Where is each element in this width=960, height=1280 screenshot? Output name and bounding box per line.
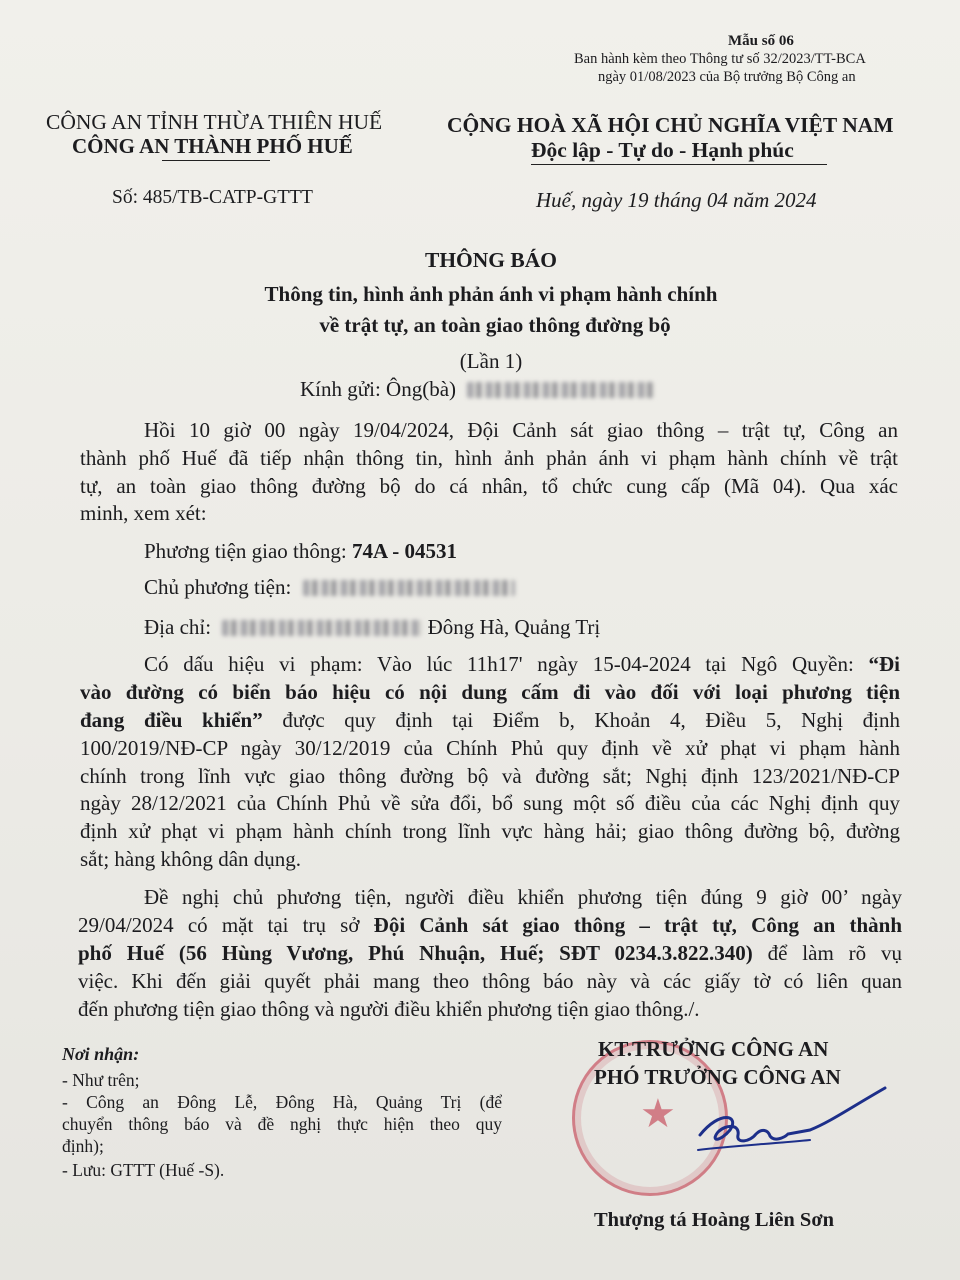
vehicle-plate: 74A - 04531 bbox=[351, 539, 457, 563]
violation-line5: chính trong lĩnh vực giao thông đường bộ và đường sắt; Nghị định 123/2021/NĐ-CP bbox=[80, 764, 900, 788]
redacted-owner bbox=[303, 580, 515, 596]
violation-line4: 100/2019/NĐ-CP ngày 30/12/2019 của Chính Phủ quy định về xử phạt vi phạm hành bbox=[80, 736, 900, 760]
signature-title-2: PHÓ TRƯỞNG CÔNG AN bbox=[594, 1065, 841, 1089]
violation-line3-b: được quy định tại Điểm b, Khoản 4, Điều 5, Nghị định bbox=[282, 708, 900, 732]
address-tail: Đông Hà, Quảng Trị bbox=[427, 615, 601, 639]
greeting bbox=[300, 377, 655, 402]
recipients-heading: Nơi nhận: bbox=[62, 1044, 140, 1064]
national-motto: Độc lập - Tự do - Hạnh phúc bbox=[531, 138, 794, 162]
form-issued-line1: Ban hành kèm theo Thông tư số 32/2023/TT-BCA bbox=[574, 51, 866, 67]
violation-line2: vào đường có biển báo hiệu có nội dung cấm đi vào đối với loại phương tiện bbox=[80, 680, 900, 704]
violation-line3 bbox=[80, 707, 900, 735]
agency-underline bbox=[162, 160, 270, 161]
doc-round: (Lần 1) bbox=[459, 349, 523, 373]
national-title: CỘNG HOÀ XÃ HỘI CHỦ NGHĨA VIỆT NAM bbox=[447, 113, 894, 137]
violation-line6: ngày 28/12/2021 của Chính Phủ về sửa đổi, bổ sung một số điều của các Nghị định quy bbox=[80, 791, 900, 815]
doc-subtitle-2: về trật tự, an toàn giao thông đường bộ bbox=[319, 313, 671, 337]
redacted-name bbox=[467, 382, 655, 398]
para1-line2: thành phố Huế đã tiếp nhận thông tin, hình ảnh phản ánh vi phạm hành chính về trật bbox=[80, 446, 898, 470]
seal-star-icon: ★ bbox=[640, 1091, 676, 1136]
doc-subtitle-1: Thông tin, hình ảnh phản ánh vi phạm hành chính bbox=[264, 282, 718, 306]
owner-label: Chủ phương tiện: bbox=[144, 575, 292, 599]
request-line3-b: để làm rõ vụ bbox=[767, 941, 902, 965]
recipient-item-3: - Lưu: GTTT (Huế -S). bbox=[62, 1160, 225, 1180]
agency-parent: CÔNG AN TỈNH THỪA THIÊN HUẾ bbox=[46, 110, 383, 134]
request-line3-a: phố Huế (56 Hùng Vương, Phú Nhuận, Huế; SĐT 0234.3.822.340) bbox=[78, 941, 753, 965]
recipient-item-2-line1: - Công an Đông Lễ, Đông Hà, Quảng Trị (để bbox=[62, 1092, 502, 1112]
motto-underline bbox=[531, 164, 827, 165]
violation-line1 bbox=[144, 651, 900, 679]
para1-line4: minh, xem xét: bbox=[80, 501, 207, 525]
request-line2-b: Đội Cảnh sát giao thông – trật tự, Công an thành bbox=[373, 913, 903, 937]
recipient-item-1: - Như trên; bbox=[62, 1070, 140, 1090]
request-line1: Đề nghị chủ phương tiện, người điều khiển phương tiện đúng 9 giờ 00’ ngày bbox=[144, 885, 902, 909]
request-line4: việc. Khi đến giải quyết phải mang theo thông báo này và các giấy tờ có liên quan bbox=[78, 969, 902, 993]
form-code: Mẫu số 06 bbox=[728, 33, 794, 49]
doc-title: THÔNG BÁO bbox=[424, 248, 557, 272]
violation-line1-b: “Đi bbox=[868, 652, 900, 676]
recipient-item-2-line3: định); bbox=[62, 1136, 104, 1156]
vehicle-line bbox=[144, 538, 457, 566]
address-label: Địa chỉ: bbox=[144, 615, 212, 639]
greeting-label: Kính gửi: Ông(bà) bbox=[300, 377, 457, 401]
violation-line7: định xử phạt vi phạm hành chính trong lĩnh vực hàng hải; giao thông đường bộ, đường bbox=[80, 819, 900, 843]
place-date: Huế, ngày 19 tháng 04 năm 2024 bbox=[536, 188, 817, 212]
redacted-address bbox=[222, 620, 422, 636]
request-line2 bbox=[78, 912, 902, 940]
para1-line1: Hồi 10 giờ 00 ngày 19/04/2024, Đội Cảnh sát giao thông – trật tự, Công an bbox=[144, 418, 898, 442]
violation-line8: sắt; hàng không dân dụng. bbox=[80, 847, 302, 871]
recipient-item-2-line2: chuyển thông báo và đề nghị thực hiện theo quy bbox=[62, 1114, 502, 1134]
request-line2-a: 29/04/2024 có mặt tại trụ sở bbox=[78, 913, 360, 937]
violation-line1-a: Có dấu hiệu vi phạm: Vào lúc 11h17' ngày 15-04-2024 tại Ngô Quyền: bbox=[144, 652, 854, 676]
signature-title-1: KT.TRƯỞNG CÔNG AN bbox=[598, 1037, 829, 1061]
request-line3 bbox=[78, 940, 902, 968]
request-line5: đến phương tiện giao thông và người điều khiển phương tiện giao thông./. bbox=[78, 997, 700, 1021]
agency-name: CÔNG AN THÀNH PHỐ HUẾ bbox=[72, 134, 353, 158]
para1-line3: tự, an toàn giao thông đường bộ do cá nhân, tổ chức cung cấp (Mã 04). Qua xác bbox=[80, 474, 898, 498]
address-line bbox=[144, 614, 600, 642]
form-issued-line2: ngày 01/08/2023 của Bộ trưởng Bộ Công an bbox=[598, 69, 856, 85]
violation-line3-a: đang điều khiển” bbox=[80, 708, 263, 732]
document-number: Số: 485/TB-CATP-GTTT bbox=[112, 187, 313, 208]
owner-line bbox=[144, 574, 515, 602]
vehicle-label: Phương tiện giao thông: bbox=[144, 539, 347, 563]
signer-name: Thượng tá Hoàng Liên Sơn bbox=[594, 1209, 835, 1231]
handwritten-signature bbox=[660, 1080, 900, 1170]
